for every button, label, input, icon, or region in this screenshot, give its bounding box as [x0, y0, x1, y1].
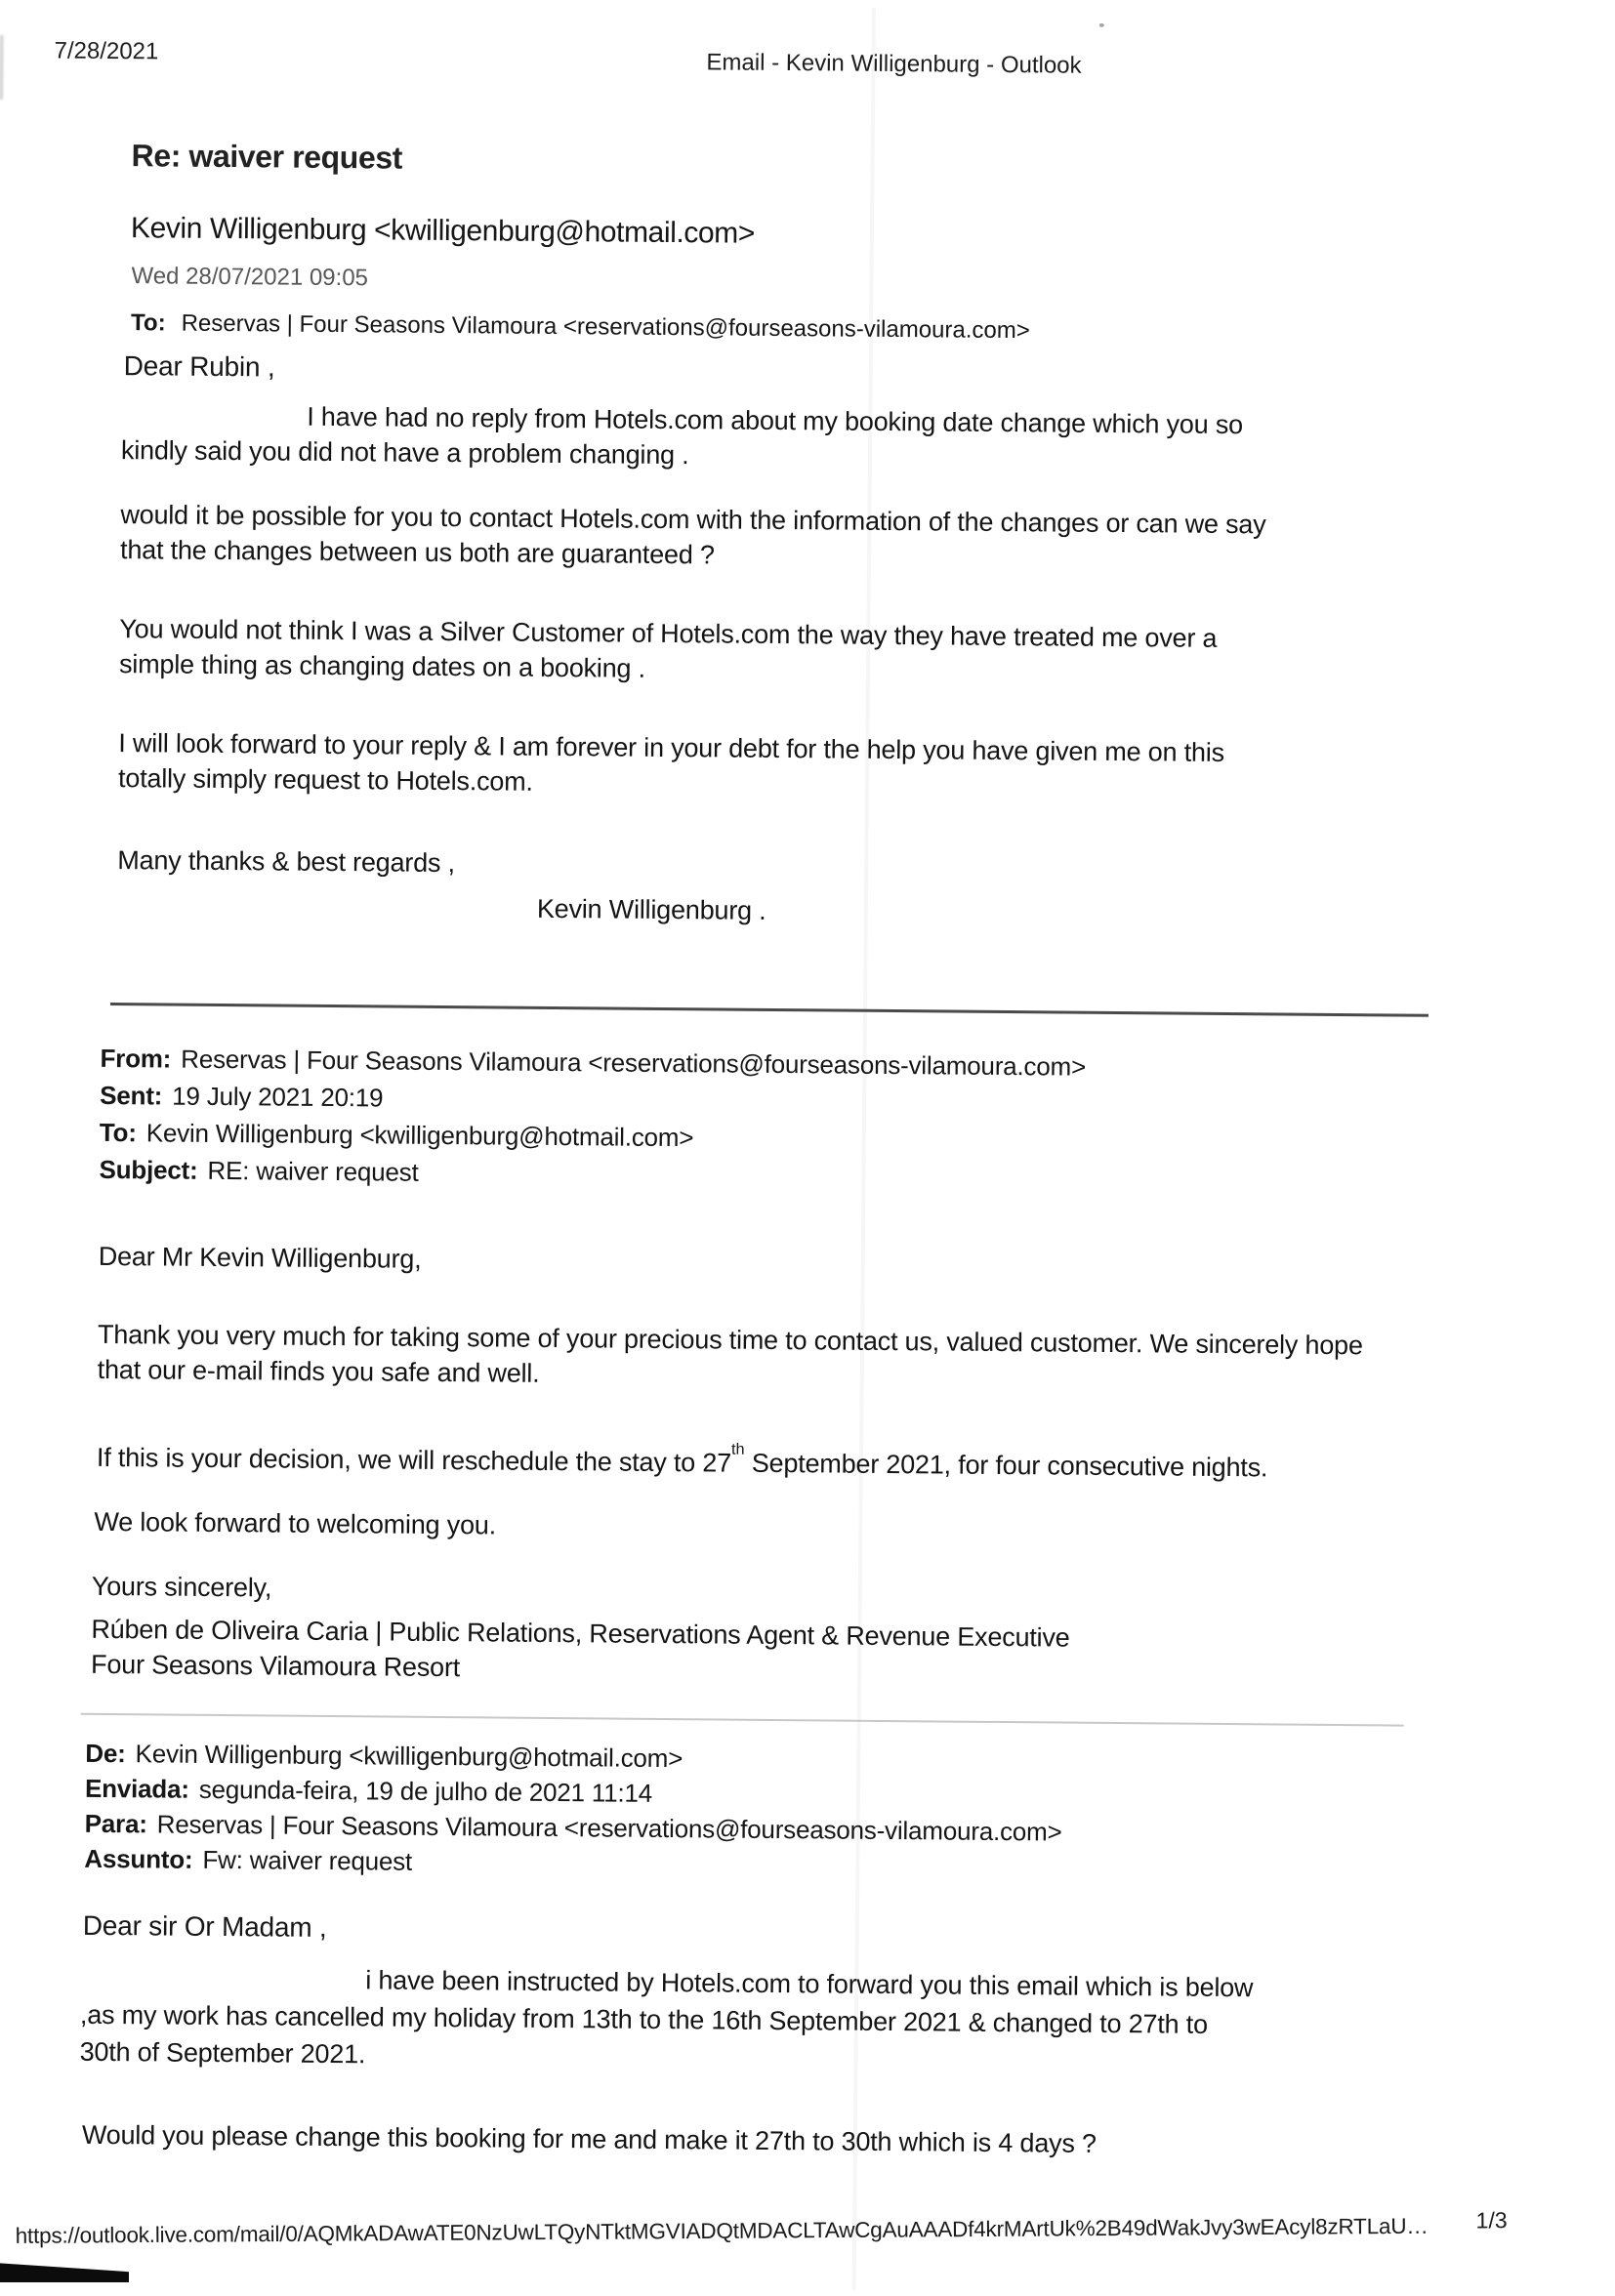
ordinal-superscript: th — [731, 1440, 745, 1458]
reschedule-text-post: September 2021, for four consecutive nights. — [744, 1448, 1268, 1483]
email3-assunto-value: Fw: waiver request — [202, 1844, 413, 1876]
email3-enviada-value: segunda-feira, 19 de julho de 2021 11:14 — [198, 1774, 653, 1808]
email2-to-value: Kevin Willigenburg <kwilligenburg@hotmail.com> — [145, 1118, 694, 1153]
email3-de-value: Kevin Willigenburg <kwilligenburg@hotmail.com> — [135, 1739, 683, 1774]
body-line: I will look forward to your reply & I am forever in your debt for the help you have given me on this — [118, 728, 1225, 767]
body-line: You would not think I was a Silver Customer of Hotels.com the way they have treated me over a — [119, 614, 1218, 653]
body-line: totally simply request to Hotels.com. — [117, 763, 533, 797]
email2-subject-label: Subject: — [99, 1154, 198, 1185]
email3-assunto-label: Assunto: — [84, 1843, 193, 1874]
print-title: Email - Kevin Willigenburg - Outlook — [706, 49, 1082, 79]
footer-page-number: 1/3 — [1475, 2207, 1508, 2234]
email1-sent-datetime: Wed 28/07/2021 09:05 — [131, 263, 369, 292]
reschedule-text-pre: If this is your decision, we will reschedule the stay to 27 — [96, 1442, 732, 1478]
email2-signature-company: Four Seasons Vilamoura Resort — [90, 1649, 461, 1683]
email2-sent-label: Sent: — [100, 1080, 163, 1111]
body-line: Thank you very much for taking some of your precious time to contact us, valued customer. We sincerely hope — [97, 1319, 1363, 1361]
body-line: ,as my work has cancelled my holiday from 13th to the 16th September 2021 & changed to 27th to — [79, 1999, 1208, 2039]
email3-enviada-label: Enviada: — [84, 1773, 189, 1804]
body-line: that the changes between us both are guaranteed ? — [119, 535, 715, 570]
email1-to-label: To: — [131, 309, 166, 337]
email2-from-value: Reservas | Four Seasons Vilamoura <reservations@fourseasons-vilamoura.com> — [181, 1044, 1087, 1082]
email3-para-label: Para: — [84, 1808, 147, 1839]
email3-salutation: Dear sir Or Madam , — [82, 1909, 327, 1943]
body-line: would it be possible for you to contact Hotels.com with the information of the changes or can we say — [120, 500, 1266, 540]
email2-closing: Yours sincerely, — [91, 1571, 272, 1603]
email2-paragraph-3: We look forward to welcoming you. — [94, 1506, 497, 1540]
email3-paragraph-2: Would you please change this booking for me and make it 27th to 30th which is 4 days ? — [81, 2119, 1097, 2158]
email1-closing: Many thanks & best regards , — [117, 845, 456, 879]
email2-from-label: From: — [100, 1043, 172, 1074]
body-line: 30th of September 2021. — [79, 2036, 366, 2070]
email1-salutation: Dear Rubin , — [123, 350, 275, 383]
email3-de-label: De: — [85, 1738, 126, 1769]
footer-url: https://outlook.live.com/mail/0/AQMkADAwATE0NzUwLTQyNTktMGVIADQtMDACLTAwCgAuAAADf4krMArtUk%2B49dWakJvy3wEAcyl8zRTLaU… — [15, 2213, 1429, 2248]
email1-to-value: Reservas | Four Seasons Vilamoura <reservations@fourseasons-vilamoura.com> — [181, 309, 1030, 345]
body-line: kindly said you did not have a problem changing . — [120, 435, 689, 471]
print-date: 7/28/2021 — [54, 37, 159, 65]
email1-signature: Kevin Willigenburg . — [536, 893, 766, 925]
body-line: that our e-mail finds you safe and well. — [97, 1354, 540, 1388]
body-line: I have had no reply from Hotels.com about my booking date change which you so — [307, 401, 1244, 440]
email3-para-value: Reservas | Four Seasons Vilamoura <reservations@fourseasons-vilamoura.com> — [156, 1809, 1062, 1847]
email2-subject-value: RE: waiver request — [207, 1155, 419, 1187]
email2-sent-value: 19 July 2021 20:19 — [172, 1081, 384, 1113]
email-subject-heading: Re: waiver request — [131, 138, 403, 176]
email2-to-label: To: — [99, 1117, 137, 1148]
email1-sender: Kevin Willigenburg <kwilligenburg@hotmail.com> — [130, 212, 756, 250]
email2-signature-name-title: Rúben de Oliveira Caria | Public Relations, Reservations Agent & Revenue Executive — [91, 1614, 1070, 1653]
body-line: i have been instructed by Hotels.com to forward you this email which is below — [365, 1965, 1254, 2003]
email2-salutation: Dear Mr Kevin Willigenburg, — [98, 1241, 422, 1274]
body-line: simple thing as changing dates on a booking . — [118, 649, 646, 683]
